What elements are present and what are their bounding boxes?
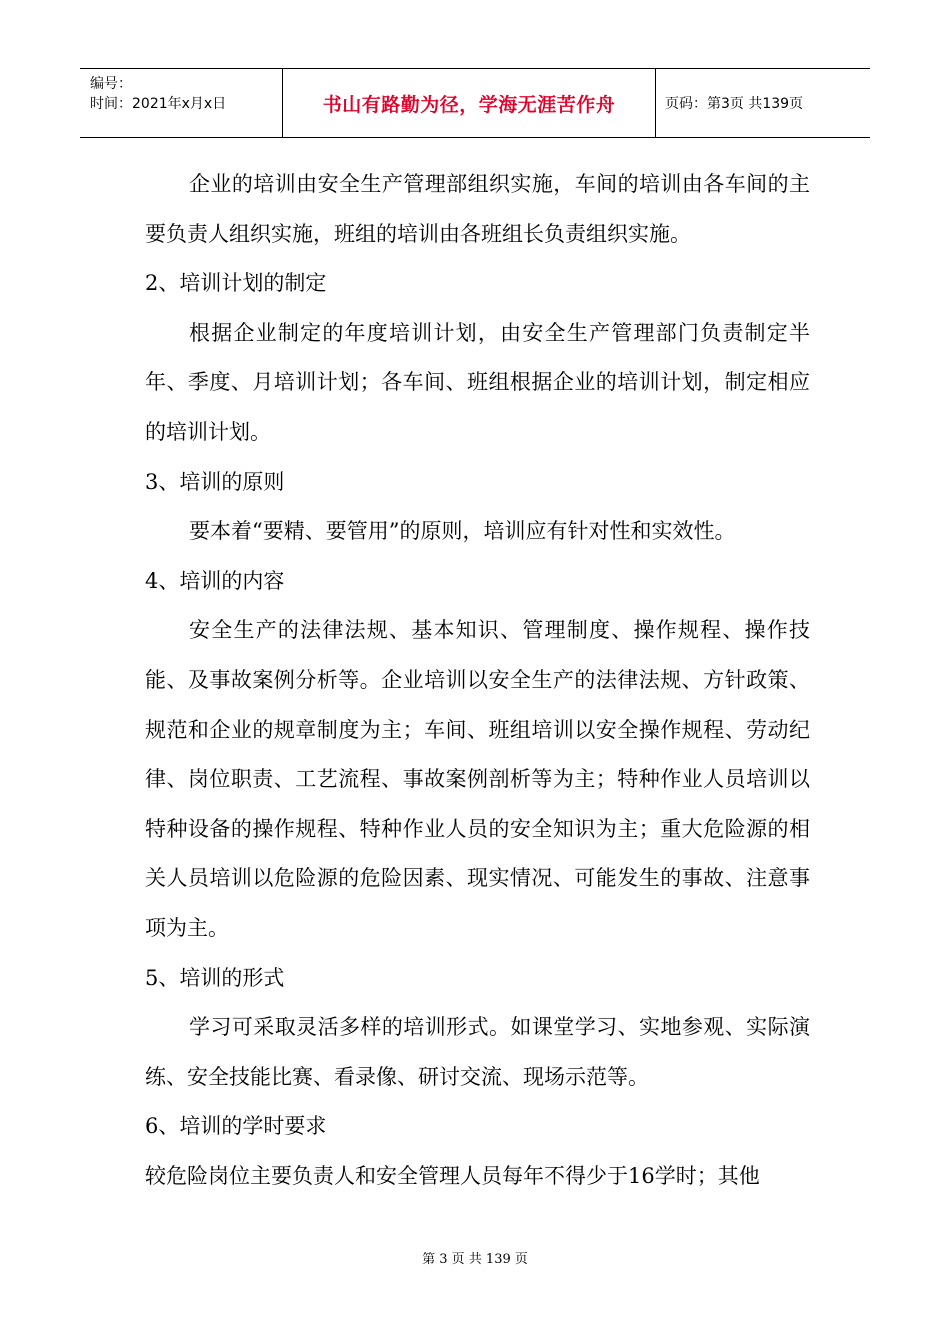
- paragraph: 安全生产的法律法规、基本知识、管理制度、操作规程、操作技能、及事故案例分析等。企业培训以安全生产的法律法规、方针政策、规范和企业的规章制度为主；车间、班组培训以安全操作规程、劳动纪律、岗位职责、工艺流程、事故案例剖析等为主；特种作业人员培训以特种设备的操作规程、特种作业人员的安全知识为主；重大危险源的相关人员培训以危险源的危险因素、现实情况、可能发生的事故、注意事项为主。: [145, 618, 810, 940]
- paragraph: 要本着“要精、要管用”的原则，培训应有针对性和实效性。: [189, 519, 736, 544]
- section-heading: 6、培训的学时要求: [145, 1114, 327, 1139]
- document-body: [145, 160, 810, 1201]
- section-heading: 2、培训计划的制定: [145, 271, 327, 296]
- paragraph: 根据企业制定的年度培训计划，由安全生产管理部门负责制定半年、季度、月培训计划；各车间、班组根据企业的培训计划，制定相应的培训计划。: [145, 320, 810, 444]
- section-heading: 4、培训的内容: [145, 568, 285, 593]
- header-motto-cell: [282, 69, 656, 137]
- paragraph: 较危险岗位主要负责人和安全管理人员每年不得少于16学时；其他: [145, 1163, 760, 1188]
- section-heading: 3、培训的原则: [145, 469, 285, 494]
- section-heading: 5、培训的形式: [145, 965, 285, 990]
- paragraph: 学习可采取灵活多样的培训形式。如课堂学习、实地参观、实际演练、安全技能比赛、看录像、研讨交流、现场示范等。: [145, 1015, 810, 1089]
- header-motto: 书山有路勤为径，学海无涯苦作舟: [322, 93, 616, 116]
- header-page-info: 页码：第3页 共139页: [665, 96, 804, 112]
- header-page-cell: [655, 69, 870, 137]
- paragraph: 企业的培训由安全生产管理部组织实施，车间的培训由各车间的主要负责人组织实施，班组的培训由各班组长负责组织实施。: [145, 172, 810, 246]
- document-number-label: 编号：: [90, 76, 132, 92]
- page-footer: 第 3 页 共 139 页: [422, 1252, 528, 1267]
- header-meta: [80, 69, 282, 137]
- page-header: [80, 68, 870, 138]
- document-time-label: 时间：2021年x月x日: [90, 96, 227, 112]
